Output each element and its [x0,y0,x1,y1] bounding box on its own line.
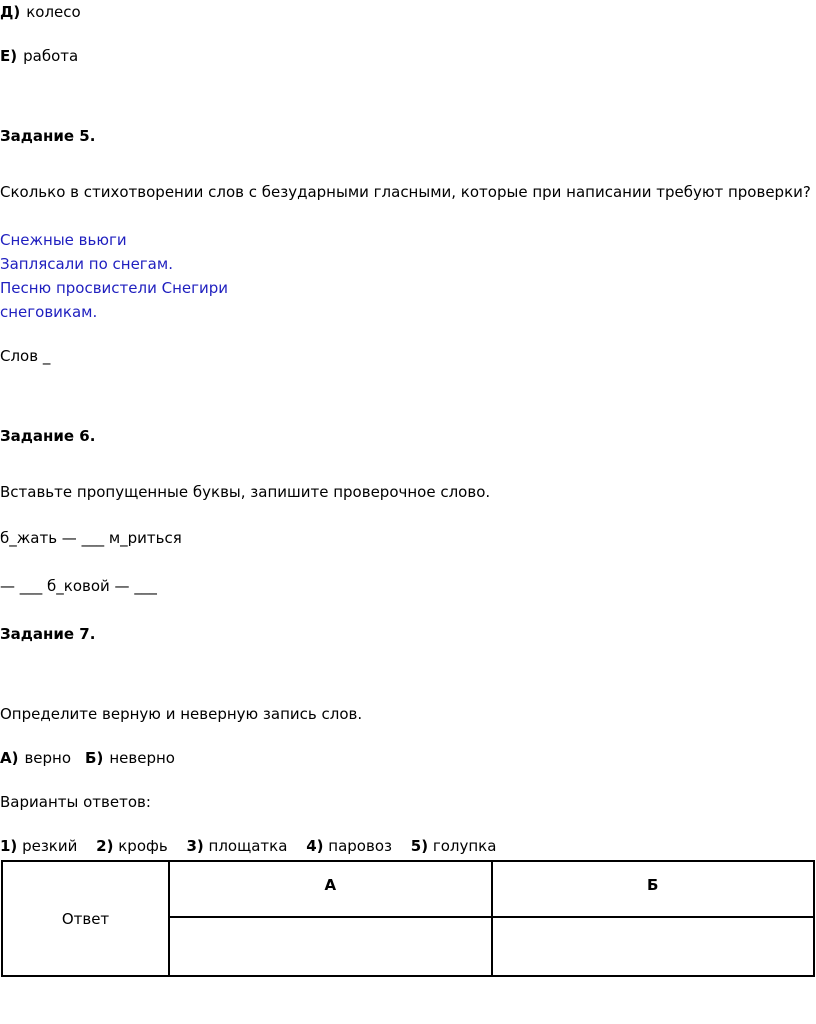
legend-letter: А) [0,749,19,767]
poem-line: снеговикам. [0,303,98,321]
answer-row-label: Ответ [2,861,169,976]
table-row [2,861,814,917]
legend-text: неверно [109,749,175,767]
variant-word: резкий [22,837,78,855]
variant-number: 1) [0,837,18,855]
task7-question: Определите верную и неверную запись слов. [0,705,363,723]
option-text: работа [23,47,79,65]
task7-title: Задание 7. [0,625,96,643]
option-text: колесо [26,3,81,21]
task7-legend [0,748,175,768]
variant-number: 3) [186,837,204,855]
variant-word: площатка [208,837,288,855]
variants-list [0,836,496,856]
poem-line: Песню просвистели Снегири [0,279,229,297]
poem-line: Снежные вьюги [0,231,127,249]
answer-cell-a[interactable] [169,917,492,976]
task6-title: Задание 6. [0,427,96,445]
variant-word: голупка [432,837,497,855]
task5-question: Сколько в стихотворении слов с безударными гласными, которые при написании требуют проверки? [0,183,811,201]
legend-letter: Б) [85,749,104,767]
task5-title: Задание 5. [0,127,96,145]
task6-line-2: — ___ б_ковой — ___ [0,577,157,595]
variant-number: 5) [410,837,429,855]
variants-label: Варианты ответов: [0,793,151,811]
option-d [0,2,81,22]
option-letter: Д) [0,3,21,21]
task6-line-1: б_жать — ___ м_риться [0,529,182,547]
poem-line: Заплясали по снегам. [0,255,173,273]
variant-word: паровоз [328,837,392,855]
legend-text: верно [24,749,72,767]
option-letter: Е) [0,47,18,65]
option-e [0,46,78,66]
variant-number: 2) [96,837,114,855]
variant-word: крофь [118,837,168,855]
variant-number: 4) [306,837,324,855]
column-header-b: Б [492,861,815,917]
answer-table [1,860,815,977]
task5-answer-line: Слов _ [0,347,51,365]
answer-cell-b[interactable] [492,917,815,976]
column-header-a: А [169,861,492,917]
task6-question: Вставьте пропущенные буквы, запишите проверочное слово. [0,483,491,501]
